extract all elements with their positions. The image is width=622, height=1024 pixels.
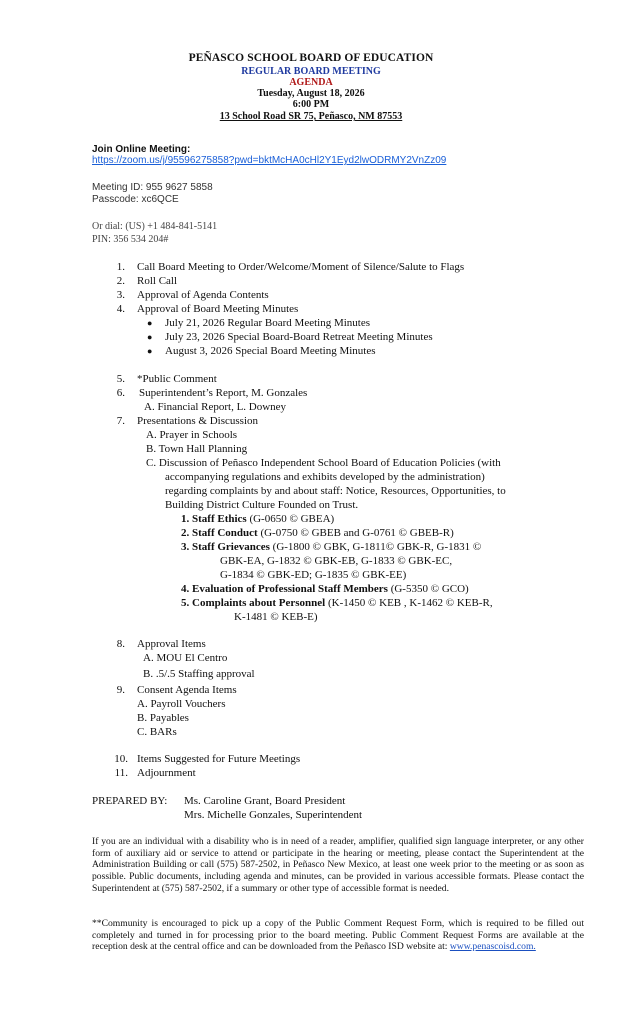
policy-codes: (G-1800 © GBK, G-1811© GBK-R, G-1831 © <box>269 541 482 553</box>
item-number: 4. <box>116 303 125 315</box>
item-number: 1. <box>116 261 125 273</box>
disability-notice: If you are an individual with a disability who is in need of a reader, amplifier, qualified sign language interpreter, or any other form of auxiliary aid or service to attend or participate in the hearing or meeting, please contact the Superintendent at the Administration Building or call (575) 587-2502, in Peñasco New Mexico, at least one week prior to the meeting or as soon as possible. Public documents, including agenda and minutes, can be provided in various accessible formats. Please contact the Superintendent at (575) 587-2502, if a summary or other type of accessible format is needed. <box>92 836 584 894</box>
policy-complaints <box>181 597 493 610</box>
bullet-icon: ● <box>147 332 153 342</box>
item-number: 6. <box>116 387 125 399</box>
policy-number: 4. <box>181 583 190 595</box>
subitem-payroll: A. Payroll Vouchers <box>137 698 226 710</box>
item-number: 8. <box>116 638 125 650</box>
item-number: 5. <box>116 373 125 385</box>
item-number: 3. <box>116 289 125 301</box>
policy-name: Evaluation of Professional Staff Members <box>192 583 388 595</box>
join-online-label: Join Online Meeting: <box>92 144 191 155</box>
subitem-town-hall: B. Town Hall Planning <box>146 443 248 455</box>
zoom-link[interactable]: https://zoom.us/j/95596275858?pwd=bktMcHA0cHl2Y1Eyd2lwODRMY2VnZz09 <box>92 155 447 166</box>
meeting-id: Meeting ID: 955 9627 5858 <box>92 182 213 193</box>
subitem-discussion-cont: accompanying regulations and exhibits developed by the administration) <box>165 471 485 483</box>
agenda-item-adjournment: Adjournment <box>137 767 196 779</box>
policy-codes: (G-0750 © GBEB and G-0761 © GBEB-R) <box>257 527 454 539</box>
passcode: Passcode: xc6QCE <box>92 194 179 205</box>
item-number: 9. <box>116 684 125 696</box>
agenda-item-approval-minutes: Approval of Board Meeting Minutes <box>137 303 299 315</box>
agenda-item-approval-items: Approval Items <box>137 638 206 650</box>
item-number: 2. <box>116 275 125 287</box>
agenda-heading: AGENDA <box>289 77 333 88</box>
subitem-discussion-cont: Building District Culture Founded on Trust. <box>165 499 359 511</box>
subitem-discussion: C. Discussion of Peñasco Independent School Board of Education Policies (with <box>146 457 501 469</box>
website-link[interactable]: www.penascoisd.com. <box>449 941 536 953</box>
subitem-prayer: A. Prayer in Schools <box>146 429 238 441</box>
public-comment-text: **Community is encouraged to pick up a copy of the Public Comment Request Form, which is required to be filled out completely and turned in for processing prior to the board meeting. Public Comment Request Forms are available at the reception desk at the central office and can be downloaded from the Peñasco ISD website at: <box>92 918 584 953</box>
minutes-item: August 3, 2026 Special Board Meeting Minutes <box>165 345 376 357</box>
subitem-staffing: B. .5/.5 Staffing approval <box>143 668 255 680</box>
agenda-item-presentations: Presentations & Discussion <box>137 415 258 427</box>
policy-number: 3. <box>181 541 190 553</box>
policy-number: 1. <box>181 513 190 525</box>
policy-codes-cont: K-1481 © KEB-E) <box>234 611 318 623</box>
subitem-discussion-cont: regarding complaints by and about staff: Notice, Resources, Opportunities, to <box>165 485 506 497</box>
minutes-item: July 21, 2026 Regular Board Meeting Minutes <box>165 317 371 329</box>
subitem-payables: B. Payables <box>137 712 189 724</box>
policy-staff-grievances <box>181 541 481 554</box>
policy-staff-ethics <box>181 513 334 526</box>
meeting-type: REGULAR BOARD MEETING <box>241 66 381 77</box>
policy-name: Staff Ethics <box>192 513 247 525</box>
agenda-item-approval-agenda: Approval of Agenda Contents <box>137 289 269 301</box>
policy-number: 5. <box>181 597 190 609</box>
policy-name: Staff Conduct <box>192 527 258 539</box>
item-number: 11. <box>114 767 128 779</box>
policy-codes-cont: G-1834 © GBK-ED; G-1835 © GBK-EE) <box>220 569 407 581</box>
meeting-date: Tuesday, August 18, 2026 <box>257 88 365 99</box>
subitem-financial-report: A. Financial Report, L. Downey <box>144 401 287 413</box>
policy-number: 2. <box>181 527 190 539</box>
dial-in-number: Or dial: (US) +1 484-841-5141 <box>92 221 218 232</box>
board-title: PEÑASCO SCHOOL BOARD OF EDUCATION <box>188 52 434 64</box>
prepared-by-label: PREPARED BY: <box>92 795 168 807</box>
meeting-time: 6:00 PM <box>292 99 330 110</box>
policy-name: Staff Grievances <box>192 541 270 553</box>
agenda-item-future-meetings: Items Suggested for Future Meetings <box>137 753 301 765</box>
item-number: 7. <box>116 415 125 427</box>
policy-name: Complaints about Personnel <box>192 597 326 609</box>
item-number: 10. <box>114 753 128 765</box>
policy-staff-conduct <box>181 527 454 540</box>
minutes-item: July 23, 2026 Special Board-Board Retreat Meeting Minutes <box>165 331 433 343</box>
policy-codes: (G-0650 © GBEA) <box>246 513 335 525</box>
agenda-item-roll-call: Roll Call <box>137 275 178 287</box>
bullet-icon: ● <box>147 318 153 328</box>
dial-in-pin: PIN: 356 534 204# <box>92 234 169 245</box>
policy-codes-cont: GBK-EA, G-1832 © GBK-EB, G-1833 © GBK-EC, <box>220 555 453 567</box>
agenda-item-consent: Consent Agenda Items <box>137 684 237 696</box>
agenda-item-superintendent-report: Superintendent’s Report, M. Gonzales <box>139 387 308 399</box>
agenda-item-public-comment: *Public Comment <box>137 373 217 385</box>
policy-codes: (G-5350 © GCO) <box>387 583 469 595</box>
policy-evaluation <box>181 583 469 596</box>
public-comment-notice <box>92 918 584 953</box>
prepared-by-president: Ms. Caroline Grant, Board President <box>184 795 346 807</box>
subitem-bars: C. BARs <box>137 726 177 738</box>
bullet-icon: ● <box>147 346 153 356</box>
subitem-mou: A. MOU El Centro <box>143 652 228 664</box>
policy-codes: (K-1450 © KEB , K-1462 © KEB-R, <box>325 597 493 609</box>
agenda-item-call-to-order: Call Board Meeting to Order/Welcome/Moment of Silence/Salute to Flags <box>137 261 465 273</box>
address-text: 13 School Road SR 75, Peñasco, NM 87553 <box>219 111 403 122</box>
prepared-by-superintendent: Mrs. Michelle Gonzales, Superintendent <box>184 809 363 821</box>
meeting-address <box>0 111 622 122</box>
